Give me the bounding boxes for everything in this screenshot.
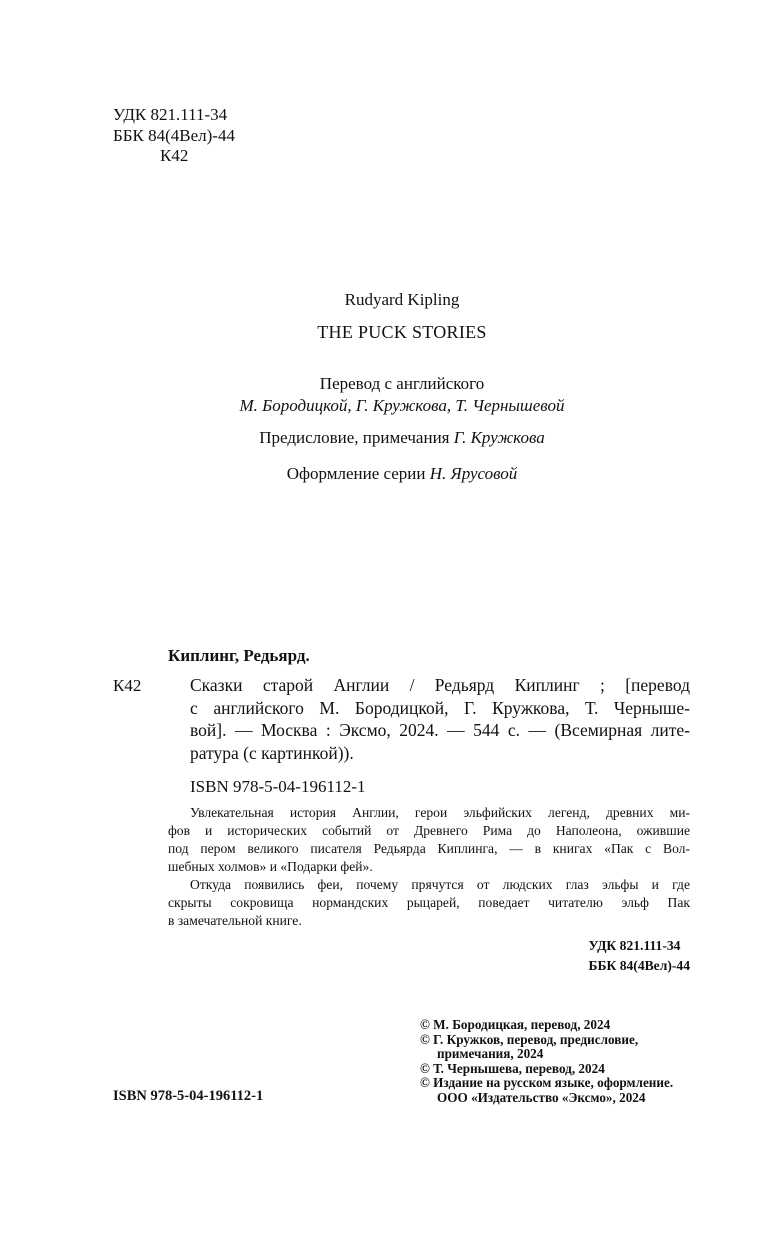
original-author: Rudyard Kipling (344, 290, 460, 309)
catalog-author-heading: Киплинг, Редьярд. (168, 646, 310, 665)
catalog-description-line: ратура (с картинкой)). (190, 742, 354, 763)
copyright-line: © Г. Кружков, перевод, предисловие, (420, 1031, 639, 1047)
catalog-description-line: вой]. — Москва : Эксмо, 2024. — 544 с. — (Всемирная лите- (190, 720, 690, 740)
copyright-line: примечания, 2024 (437, 1046, 544, 1061)
copyright-line: © Т. Чернышева, перевод, 2024 (420, 1060, 605, 1076)
catalog-description-line: с английского М. Бородицкой, Г. Кружкова, Т. Черныше- (190, 697, 690, 718)
preface-author: Г. Кружкова (453, 428, 545, 447)
preface-label: Предисловие, примечания (259, 428, 454, 447)
catalog-description (190, 674, 690, 764)
annotation-line: в замечательной книге. (168, 913, 302, 928)
annotation-line: Откуда появились феи, почему прячутся от людских глаз эльфы и где (190, 877, 690, 892)
design-credit (0, 464, 768, 484)
copyright-line: ООО «Издательство «Эксмо», 2024 (437, 1089, 646, 1105)
udk-bbk-block (113, 104, 235, 146)
annotation-line: под пером великого писателя Редьярда Киплинга, — в книгах «Пак с Вол- (168, 841, 690, 856)
bottom-udk-code: УДК 821.111-34 (588, 938, 681, 953)
bbk-code: ББК 84(4Вел)-44 (113, 126, 235, 145)
copyright-line: © М. Бородицкая, перевод, 2024 (420, 1017, 611, 1032)
annotation-line: фов и исторических событий от Древнего Рима до Наполеона, ожившие (168, 823, 690, 838)
catalog-isbn: ISBN 978-5-04-196112-1 (190, 777, 366, 796)
catalog-description-line: Сказки старой Англии / Редьярд Киплинг ; [перевод (190, 675, 690, 695)
author-mark: К42 (160, 146, 189, 165)
isbn-bottom: ISBN 978-5-04-196112-1 (113, 1088, 264, 1104)
annotation-line: скрыты сокровища нормандских рыцарей, поведает читателю эльф Пак (168, 895, 690, 910)
annotation (168, 804, 690, 930)
copyright-line: © Издание на русском языке, оформление. (420, 1075, 674, 1090)
translators: М. Бородицкой, Г. Кружкова, Т. Чернышевой (239, 396, 565, 415)
catalog-author-mark: К42 (113, 676, 142, 695)
design-label: Оформление серии (286, 464, 430, 483)
annotation-line: Увлекательная история Англии, герои эльфийских легенд, древних ми- (190, 805, 690, 820)
original-title: THE PUCK STORIES (317, 322, 487, 342)
preface-credit (0, 428, 768, 448)
bottom-bbk-code: ББК 84(4Вел)-44 (588, 958, 690, 973)
udk-code: УДК 821.111-34 (113, 105, 228, 124)
translation-label: Перевод с английского (319, 374, 485, 393)
bottom-udk-bbk-block (588, 936, 690, 976)
annotation-line: шебных холмов» и «Подарки фей». (168, 859, 373, 874)
design-author: Н. Ярусовой (429, 464, 518, 483)
copyright-block (420, 1018, 710, 1105)
